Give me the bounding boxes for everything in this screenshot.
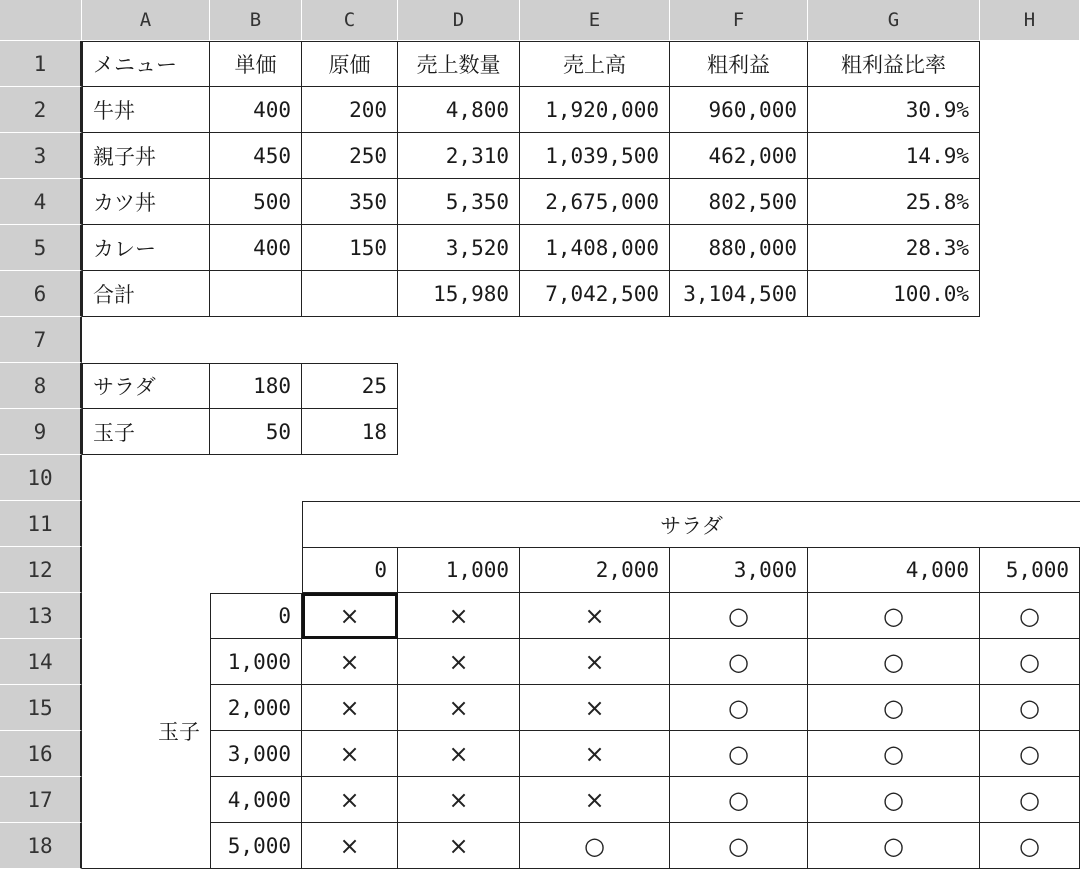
- matrix-result-cell[interactable]: ○: [808, 731, 980, 777]
- sales-data-cell[interactable]: 牛丼: [82, 87, 210, 133]
- matrix-result-cell[interactable]: ○: [980, 731, 1080, 777]
- matrix-result-cell[interactable]: ×: [520, 777, 670, 823]
- matrix-result-cell[interactable]: ○: [670, 823, 808, 869]
- column-header-H[interactable]: H: [980, 0, 1080, 41]
- sales-total-cell[interactable]: 7,042,500: [520, 271, 670, 317]
- column-header-D[interactable]: D: [398, 0, 520, 41]
- sales-header-cell[interactable]: 粗利益比率: [808, 41, 980, 87]
- matrix-result-cell[interactable]: ×: [398, 731, 520, 777]
- row-header-4[interactable]: 4: [0, 179, 82, 225]
- row-header-12[interactable]: 12: [0, 547, 82, 593]
- side-item-cell[interactable]: 玉子: [82, 409, 210, 455]
- matrix-result-cell[interactable]: ×: [520, 731, 670, 777]
- sales-data-cell[interactable]: 1,039,500: [520, 133, 670, 179]
- sales-data-cell[interactable]: 28.3%: [808, 225, 980, 271]
- matrix-result-cell[interactable]: ×: [398, 777, 520, 823]
- side-item-cell[interactable]: 50: [210, 409, 302, 455]
- row-header-18[interactable]: 18: [0, 823, 82, 869]
- sales-data-cell[interactable]: 960,000: [670, 87, 808, 133]
- matrix-row-value[interactable]: 0: [210, 593, 302, 639]
- matrix-result-cell[interactable]: ×: [302, 685, 398, 731]
- sales-data-cell[interactable]: 2,310: [398, 133, 520, 179]
- sales-total-cell[interactable]: [302, 271, 398, 317]
- sales-total-cell[interactable]: 15,980: [398, 271, 520, 317]
- row-header-10[interactable]: 10: [0, 455, 82, 501]
- sales-data-cell[interactable]: 400: [210, 225, 302, 271]
- column-header-A[interactable]: A: [82, 0, 210, 41]
- row-header-14[interactable]: 14: [0, 639, 82, 685]
- matrix-result-cell[interactable]: ×: [520, 639, 670, 685]
- select-all-corner[interactable]: [0, 0, 82, 41]
- sales-data-cell[interactable]: 150: [302, 225, 398, 271]
- column-header-C[interactable]: C: [302, 0, 398, 41]
- side-item-cell[interactable]: 180: [210, 363, 302, 409]
- matrix-row-value[interactable]: 1,000: [210, 639, 302, 685]
- column-header-G[interactable]: G: [808, 0, 980, 41]
- matrix-row-value[interactable]: 2,000: [210, 685, 302, 731]
- sales-data-cell[interactable]: 880,000: [670, 225, 808, 271]
- sales-data-cell[interactable]: 350: [302, 179, 398, 225]
- matrix-column-value[interactable]: 1,000: [398, 547, 520, 593]
- matrix-result-cell[interactable]: ×: [302, 639, 398, 685]
- side-item-cell[interactable]: 25: [302, 363, 398, 409]
- matrix-result-cell[interactable]: ○: [670, 593, 808, 639]
- row-header-1[interactable]: 1: [0, 41, 82, 87]
- row-header-16[interactable]: 16: [0, 731, 82, 777]
- matrix-result-cell[interactable]: ○: [808, 593, 980, 639]
- matrix-row-value[interactable]: 3,000: [210, 731, 302, 777]
- matrix-result-cell[interactable]: ×: [398, 639, 520, 685]
- sales-header-cell[interactable]: 売上高: [520, 41, 670, 87]
- matrix-result-cell[interactable]: ○: [980, 639, 1080, 685]
- matrix-column-value[interactable]: 3,000: [670, 547, 808, 593]
- column-header-F[interactable]: F: [670, 0, 808, 41]
- row-header-13[interactable]: 13: [0, 593, 82, 639]
- sales-data-cell[interactable]: カツ丼: [82, 179, 210, 225]
- matrix-result-cell[interactable]: ○: [808, 639, 980, 685]
- sales-header-cell[interactable]: 原価: [302, 41, 398, 87]
- row-header-17[interactable]: 17: [0, 777, 82, 823]
- side-item-cell[interactable]: サラダ: [82, 363, 210, 409]
- matrix-result-cell[interactable]: ○: [808, 685, 980, 731]
- row-header-6[interactable]: 6: [0, 271, 82, 317]
- matrix-row-title[interactable]: 玉子: [82, 593, 210, 869]
- sales-header-cell[interactable]: 単価: [210, 41, 302, 87]
- matrix-result-cell[interactable]: ○: [980, 777, 1080, 823]
- matrix-result-cell[interactable]: ×: [398, 685, 520, 731]
- matrix-result-cell[interactable]: ○: [980, 685, 1080, 731]
- matrix-result-cell[interactable]: ○: [980, 593, 1080, 639]
- matrix-result-cell[interactable]: ○: [670, 685, 808, 731]
- side-item-cell[interactable]: 18: [302, 409, 398, 455]
- row-header-11[interactable]: 11: [0, 501, 82, 547]
- column-header-E[interactable]: E: [520, 0, 670, 41]
- matrix-result-cell[interactable]: ×: [520, 593, 670, 639]
- matrix-column-value[interactable]: 0: [302, 547, 398, 593]
- sales-data-cell[interactable]: 30.9%: [808, 87, 980, 133]
- matrix-row-value[interactable]: 4,000: [210, 777, 302, 823]
- sales-data-cell[interactable]: 1,920,000: [520, 87, 670, 133]
- matrix-result-cell[interactable]: ×: [302, 593, 398, 639]
- matrix-result-cell[interactable]: ×: [520, 685, 670, 731]
- sales-total-cell[interactable]: 100.0%: [808, 271, 980, 317]
- matrix-column-value[interactable]: 5,000: [980, 547, 1080, 593]
- matrix-result-cell[interactable]: ○: [520, 823, 670, 869]
- matrix-result-cell[interactable]: ×: [398, 593, 520, 639]
- column-header-B[interactable]: B: [210, 0, 302, 41]
- matrix-result-cell[interactable]: ×: [302, 777, 398, 823]
- sales-data-cell[interactable]: 親子丼: [82, 133, 210, 179]
- sales-header-cell[interactable]: 粗利益: [670, 41, 808, 87]
- row-header-7[interactable]: 7: [0, 317, 82, 363]
- sales-data-cell[interactable]: 450: [210, 133, 302, 179]
- row-header-2[interactable]: 2: [0, 87, 82, 133]
- sales-data-cell[interactable]: 14.9%: [808, 133, 980, 179]
- sales-total-cell[interactable]: [210, 271, 302, 317]
- matrix-column-title[interactable]: サラダ: [302, 501, 1080, 547]
- sales-total-cell[interactable]: 合計: [82, 271, 210, 317]
- matrix-result-cell[interactable]: ○: [808, 823, 980, 869]
- row-header-15[interactable]: 15: [0, 685, 82, 731]
- sales-data-cell[interactable]: カレー: [82, 225, 210, 271]
- row-header-3[interactable]: 3: [0, 133, 82, 179]
- matrix-column-value[interactable]: 4,000: [808, 547, 980, 593]
- matrix-result-cell[interactable]: ○: [808, 777, 980, 823]
- row-header-9[interactable]: 9: [0, 409, 82, 455]
- sales-data-cell[interactable]: 462,000: [670, 133, 808, 179]
- sales-header-cell[interactable]: 売上数量: [398, 41, 520, 87]
- sales-data-cell[interactable]: 200: [302, 87, 398, 133]
- sales-data-cell[interactable]: 5,350: [398, 179, 520, 225]
- sales-data-cell[interactable]: 1,408,000: [520, 225, 670, 271]
- matrix-result-cell[interactable]: ○: [670, 777, 808, 823]
- matrix-column-value[interactable]: 2,000: [520, 547, 670, 593]
- matrix-row-value[interactable]: 5,000: [210, 823, 302, 869]
- matrix-result-cell[interactable]: ○: [670, 639, 808, 685]
- sales-data-cell[interactable]: 500: [210, 179, 302, 225]
- matrix-result-cell[interactable]: ×: [398, 823, 520, 869]
- sales-data-cell[interactable]: 250: [302, 133, 398, 179]
- sales-data-cell[interactable]: 3,520: [398, 225, 520, 271]
- sales-data-cell[interactable]: 802,500: [670, 179, 808, 225]
- row-header-5[interactable]: 5: [0, 225, 82, 271]
- sales-data-cell[interactable]: 400: [210, 87, 302, 133]
- matrix-result-cell[interactable]: ×: [302, 823, 398, 869]
- matrix-result-cell[interactable]: ×: [302, 731, 398, 777]
- row-header-8[interactable]: 8: [0, 363, 82, 409]
- matrix-result-cell[interactable]: ○: [670, 731, 808, 777]
- sales-data-cell[interactable]: 2,675,000: [520, 179, 670, 225]
- sales-data-cell[interactable]: 4,800: [398, 87, 520, 133]
- sales-header-cell[interactable]: メニュー: [82, 41, 210, 87]
- sales-data-cell[interactable]: 25.8%: [808, 179, 980, 225]
- matrix-result-cell[interactable]: ○: [980, 823, 1080, 869]
- sales-total-cell[interactable]: 3,104,500: [670, 271, 808, 317]
